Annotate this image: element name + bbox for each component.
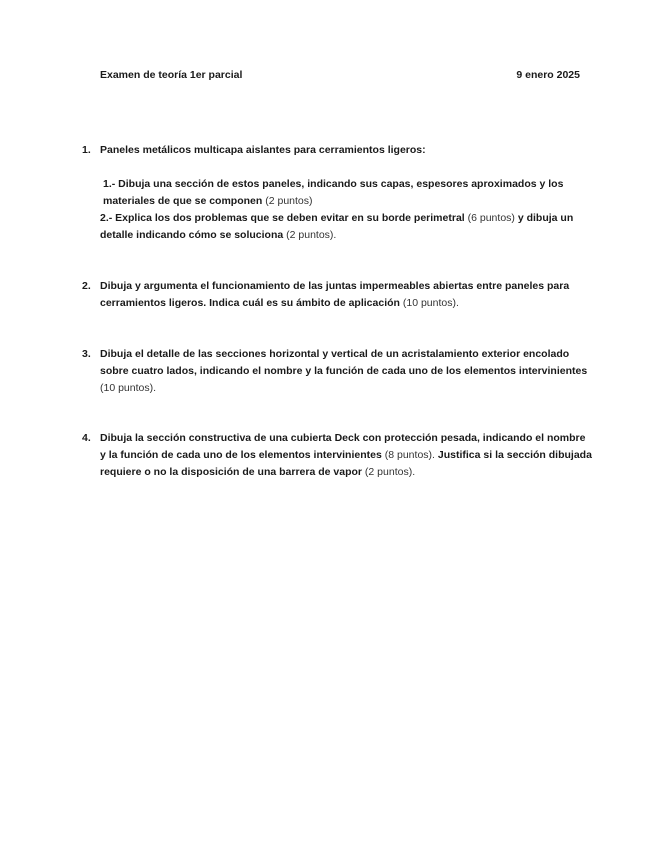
question-text: Justifica si la sección dibujada requiere o no la disposición de una barrera de vapor	[100, 449, 592, 478]
sub-question-text: 2.- Explica los dos problemas que se deben evitar en su borde perimetral	[100, 212, 465, 224]
question-number: 2.	[82, 280, 91, 292]
question-number: 3.	[82, 348, 91, 360]
exam-date: 9 enero 2025	[516, 69, 580, 81]
question-4	[82, 430, 592, 481]
points-label: (2 puntos)	[265, 195, 313, 207]
points-label: (8 puntos).	[384, 449, 435, 461]
sub-question-2	[100, 210, 592, 244]
question-3	[82, 346, 592, 397]
question-heading: Paneles metálicos multicapa aislantes para cerramientos ligeros:	[100, 144, 426, 156]
points-label: (2 puntos).	[364, 466, 416, 478]
question-number: 4.	[82, 432, 91, 444]
exam-title: Examen de teoría 1er parcial	[100, 69, 243, 81]
sub-question-text: y dibuja un detalle indicando cómo se soluciona	[100, 212, 574, 241]
sub-question-1	[100, 176, 592, 210]
points-label: (10 puntos).	[100, 382, 157, 394]
question-1	[82, 142, 592, 244]
question-text: Dibuja el detalle de las secciones horizontal y vertical de un acristalamiento exterior encolado sobre cuatro lados, indicando el nombre y la función de cada uno de los elementos intervinientes	[100, 348, 588, 377]
sub-question-text: 1.- Dibuja una sección de estos paneles, indicando sus capas, espesores aproximados y los materiales de que se componen	[103, 178, 564, 207]
question-number: 1.	[82, 144, 91, 156]
points-label: (2 puntos).	[286, 229, 337, 241]
points-label: (6 puntos)	[467, 212, 515, 224]
question-text: Dibuja la sección constructiva de una cubierta Deck con protección pesada, indicando el nombre y la función de cada uno de los elementos intervinientes	[100, 432, 586, 461]
question-text: Dibuja y argumenta el funcionamiento de las juntas impermeables abiertas entre paneles para cerramientos ligeros. Indica cuál es su ámbito de aplicación	[100, 280, 570, 309]
question-2	[82, 278, 592, 312]
points-label: (10 puntos).	[402, 297, 459, 309]
